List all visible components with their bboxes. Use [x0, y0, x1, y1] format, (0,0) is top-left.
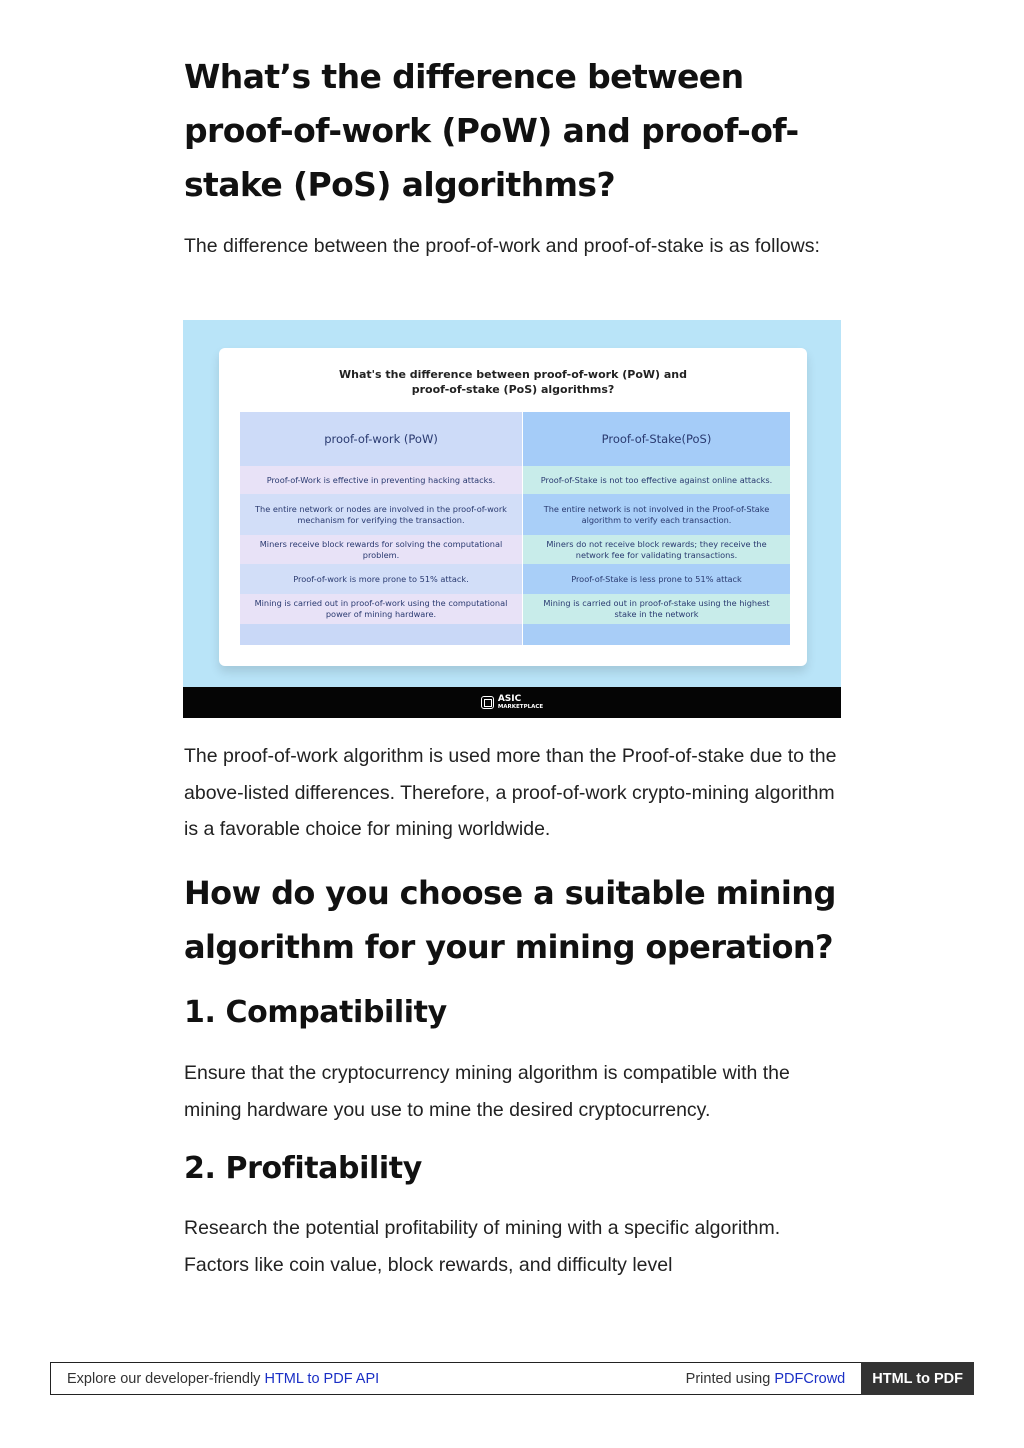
pos-row-5: Mining is carried out in proof-of-stake using the highest stake in the network: [523, 594, 790, 624]
profitability-title: 2. Profitability: [184, 1151, 422, 1186]
pow-row-1: Proof-of-Work is effective in preventing hacking attacks.: [240, 466, 522, 494]
heading-difference: What’s the difference between proof-of-work (PoW) and proof-of-stake (PoS) algorithms?: [184, 57, 799, 204]
compatibility-body: [184, 1055, 844, 1128]
comparison-infographic: [183, 320, 841, 718]
asic-marketplace-logo-icon: [481, 696, 494, 709]
pos-column-header: Proof-of-Stake(PoS): [523, 412, 790, 466]
html-to-pdf-button[interactable]: HTML to PDF: [861, 1362, 974, 1395]
compatibility-section: [184, 993, 844, 1033]
after-figure-paragraph: The proof-of-work algorithm is used more than the Proof-of-stake due to the above-listed differences. Therefore, a proof-of-work crypto-mining algorithm is a favorable choice for mining worldwide.: [184, 745, 837, 840]
pow-column: [240, 412, 522, 645]
profitability-body: [184, 1210, 844, 1283]
infographic-footer: [183, 687, 841, 718]
pow-row-2: The entire network or nodes are involved in the proof-of-work mechanism for verifying the transaction.: [240, 494, 522, 535]
pos-column: [523, 412, 790, 645]
logo-line-1: ASIC: [497, 694, 522, 704]
footer-printed: [686, 1371, 862, 1387]
pow-row-5: Mining is carried out in proof-of-work using the computational power of mining hardware.: [240, 594, 522, 624]
profitability-section: [184, 1149, 844, 1189]
compatibility-paragraph: Ensure that the cryptocurrency mining algorithm is compatible with the mining hardware you use to mine the desired cryptocurrency.: [184, 1062, 790, 1121]
heading-choose: How do you choose a suitable mining algorithm for your mining operation?: [184, 874, 836, 966]
pos-row-4: Proof-of-Stake is less prone to 51% attack: [523, 564, 790, 594]
pos-row-3: Miners do not receive block rewards; they receive the network fee for validating transactions.: [523, 535, 790, 564]
article-heading-difference: [184, 50, 844, 212]
heading-choose-block: [184, 866, 844, 974]
logo-line-2: MARKETPLACE: [497, 704, 544, 710]
pdfcrowd-footer-bar: [50, 1362, 974, 1395]
infographic-title-line-2: proof-of-stake (PoS) algorithms?: [411, 383, 615, 396]
comparison-table: [240, 412, 790, 645]
footer-printed-text: Printed using: [685, 1370, 775, 1387]
infographic-title: [219, 367, 807, 397]
pow-row-4: Proof-of-work is more prone to 51% attack.: [240, 564, 522, 594]
footer-explore: [51, 1371, 686, 1387]
profitability-paragraph: Research the potential profitability of mining with a specific algorithm. Factors like coin value, block rewards, and difficulty level: [184, 1217, 781, 1276]
footer-explore-text: Explore our developer-friendly: [67, 1370, 265, 1387]
pos-row-1: Proof-of-Stake is not too effective against online attacks.: [523, 466, 790, 494]
intro-paragraph-block: [184, 228, 844, 265]
asic-marketplace-logo: [498, 695, 543, 710]
pow-row-3: Miners receive block rewards for solving the computational problem.: [240, 535, 522, 564]
compatibility-title: 1. Compatibility: [184, 995, 447, 1030]
after-figure-block: [184, 738, 844, 848]
html-to-pdf-api-link[interactable]: HTML to PDF API: [264, 1370, 380, 1387]
pow-column-header: proof-of-work (PoW): [240, 412, 522, 466]
pos-row-2: The entire network is not involved in the Proof-of-Stake algorithm to verify each transaction.: [523, 494, 790, 535]
infographic-title-line-1: What's the difference between proof-of-work (PoW) and: [339, 368, 687, 381]
infographic-card: [219, 348, 807, 666]
pdfcrowd-link[interactable]: PDFCrowd: [774, 1370, 846, 1387]
intro-paragraph: The difference between the proof-of-work and proof-of-stake is as follows:: [184, 235, 820, 257]
